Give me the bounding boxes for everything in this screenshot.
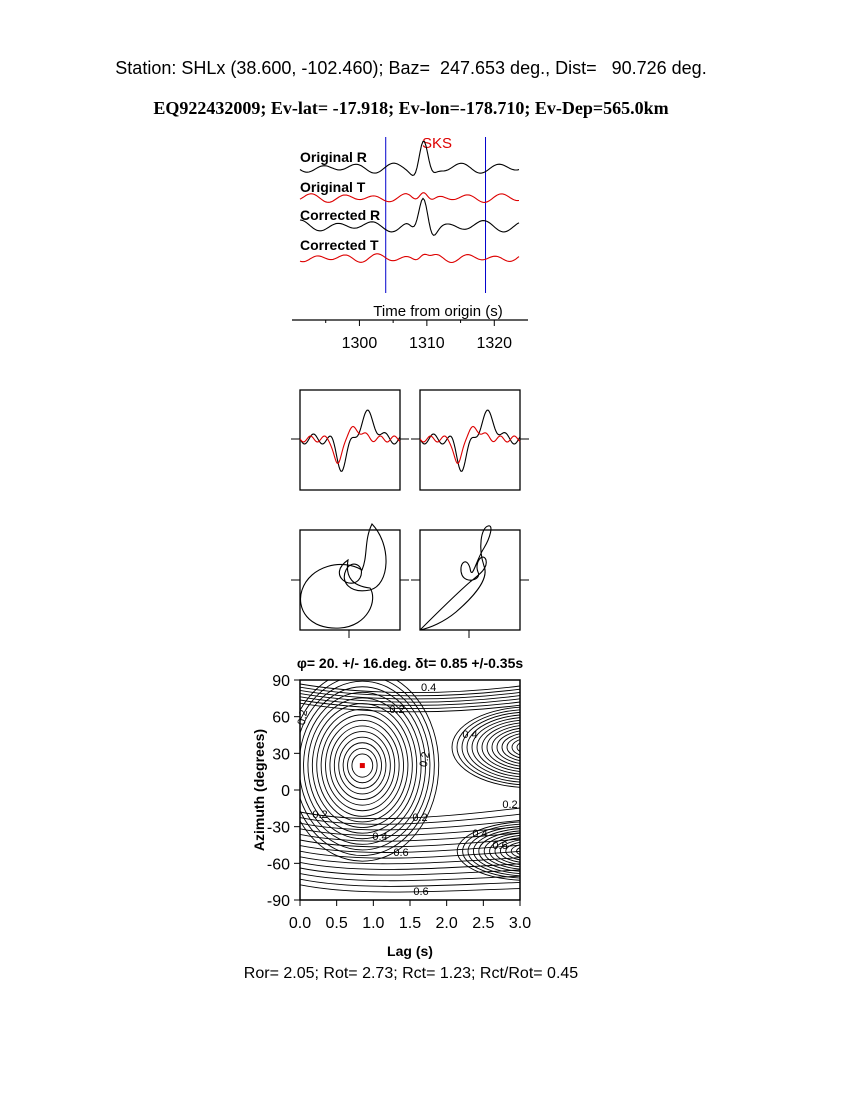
contour-line [502,733,558,762]
lag-tick-label: 3.0 [508,915,532,932]
contour-label: 0.2 [412,812,428,824]
time-tick-label: 1320 [476,335,513,352]
azimuth-tick-label: 60 [272,709,290,727]
particle-motion-original [291,524,409,638]
contour-line [487,725,573,769]
lag-tick-label: 1.5 [398,915,422,932]
contour-line [517,741,543,754]
azimuth-tick-label: 30 [272,746,290,764]
contour-label: 0.2 [312,809,328,821]
contour-label: 0.2 [389,704,405,716]
best-fit-marker [360,763,365,768]
lag-tick-label: 1.0 [362,915,385,932]
contour-line [492,728,568,767]
azimuth-tick-label: -90 [266,893,290,910]
contour-label: 0.4 [421,682,437,694]
lag-tick-label: 2.0 [435,915,458,932]
contour-label: 0.4 [372,831,388,843]
contour-line [507,735,553,759]
particle-motion-corrected [411,526,529,638]
contour-line [482,722,578,772]
waveform-t-original [300,427,400,464]
phase-label: SKS [421,135,453,152]
time-tick-label: 1310 [409,335,445,352]
contour-line [467,715,593,780]
windowed-waveform-corrected [411,390,529,490]
contour-line [472,717,588,777]
plot-frame [300,530,400,630]
contour-label: 0.2 [417,750,433,769]
azimuth-axis-label: Azimuth (degrees) [251,728,267,852]
lag-tick-label: 2.5 [472,915,495,932]
seismogram-panel [292,135,528,352]
trace-label-corrected-t: Corrected T [300,237,379,253]
particle-motion-curve-original [301,524,387,628]
windowed-waveform-original [291,390,409,490]
contour-label: 0.4 [462,729,478,741]
contour-line [500,839,559,863]
contour-title: φ= 20. +/- 16.deg. δt= 0.85 +/-0.35s [296,655,524,671]
contour-line [473,828,586,874]
contour-line [457,709,603,785]
contour-label: 0.6 [413,886,429,898]
contour-lines [286,670,608,892]
time-axis-label: Time from origin (s) [373,303,503,320]
time-axis-ticks [326,320,495,326]
trace-label-original-r: Original R [300,149,367,165]
azimuth-tick-label: 0 [281,783,290,800]
energy-ratio-summary: Ror= 2.05; Rot= 2.73; Rct= 1.23; Rct/Rot= 0.45 [243,965,579,982]
contour-panel [251,655,608,959]
contour-label: 0.4 [472,828,488,840]
trace-label-original-t: Original T [300,179,366,195]
contour-line [452,707,608,788]
lag-tick-label: 0.0 [288,915,312,932]
contour-label: 0.2 [502,799,518,811]
lag-tick-label: 0.5 [325,915,348,932]
contour-line [506,842,554,861]
azimuth-tick-label: 90 [272,673,290,690]
event-info: EQ922432009; Ev-lat= -17.918; Ev-lon=-178.710; Ev-Dep=565.0km [153,98,669,118]
contour-line [477,720,583,775]
contour-label: 0.6 [492,840,508,852]
time-tick-label: 1300 [341,335,378,352]
particle-motion-curve-corrected [420,526,491,630]
contour-label: 0.2 [295,708,311,727]
waveform-t-corrected [420,427,520,464]
azimuth-tick-label: -30 [266,819,290,837]
station-info: Station: SHLx (38.600, -102.460); Baz= 247.653 deg., Dist= 90.726 deg. [115,58,707,78]
trace-corrected-t [300,254,519,263]
lag-axis-label: Lag (s) [387,943,433,959]
azimuth-tick-label: -60 [266,856,290,874]
trace-label-corrected-r: Corrected R [300,207,381,223]
contour-label: 0.6 [393,847,409,859]
